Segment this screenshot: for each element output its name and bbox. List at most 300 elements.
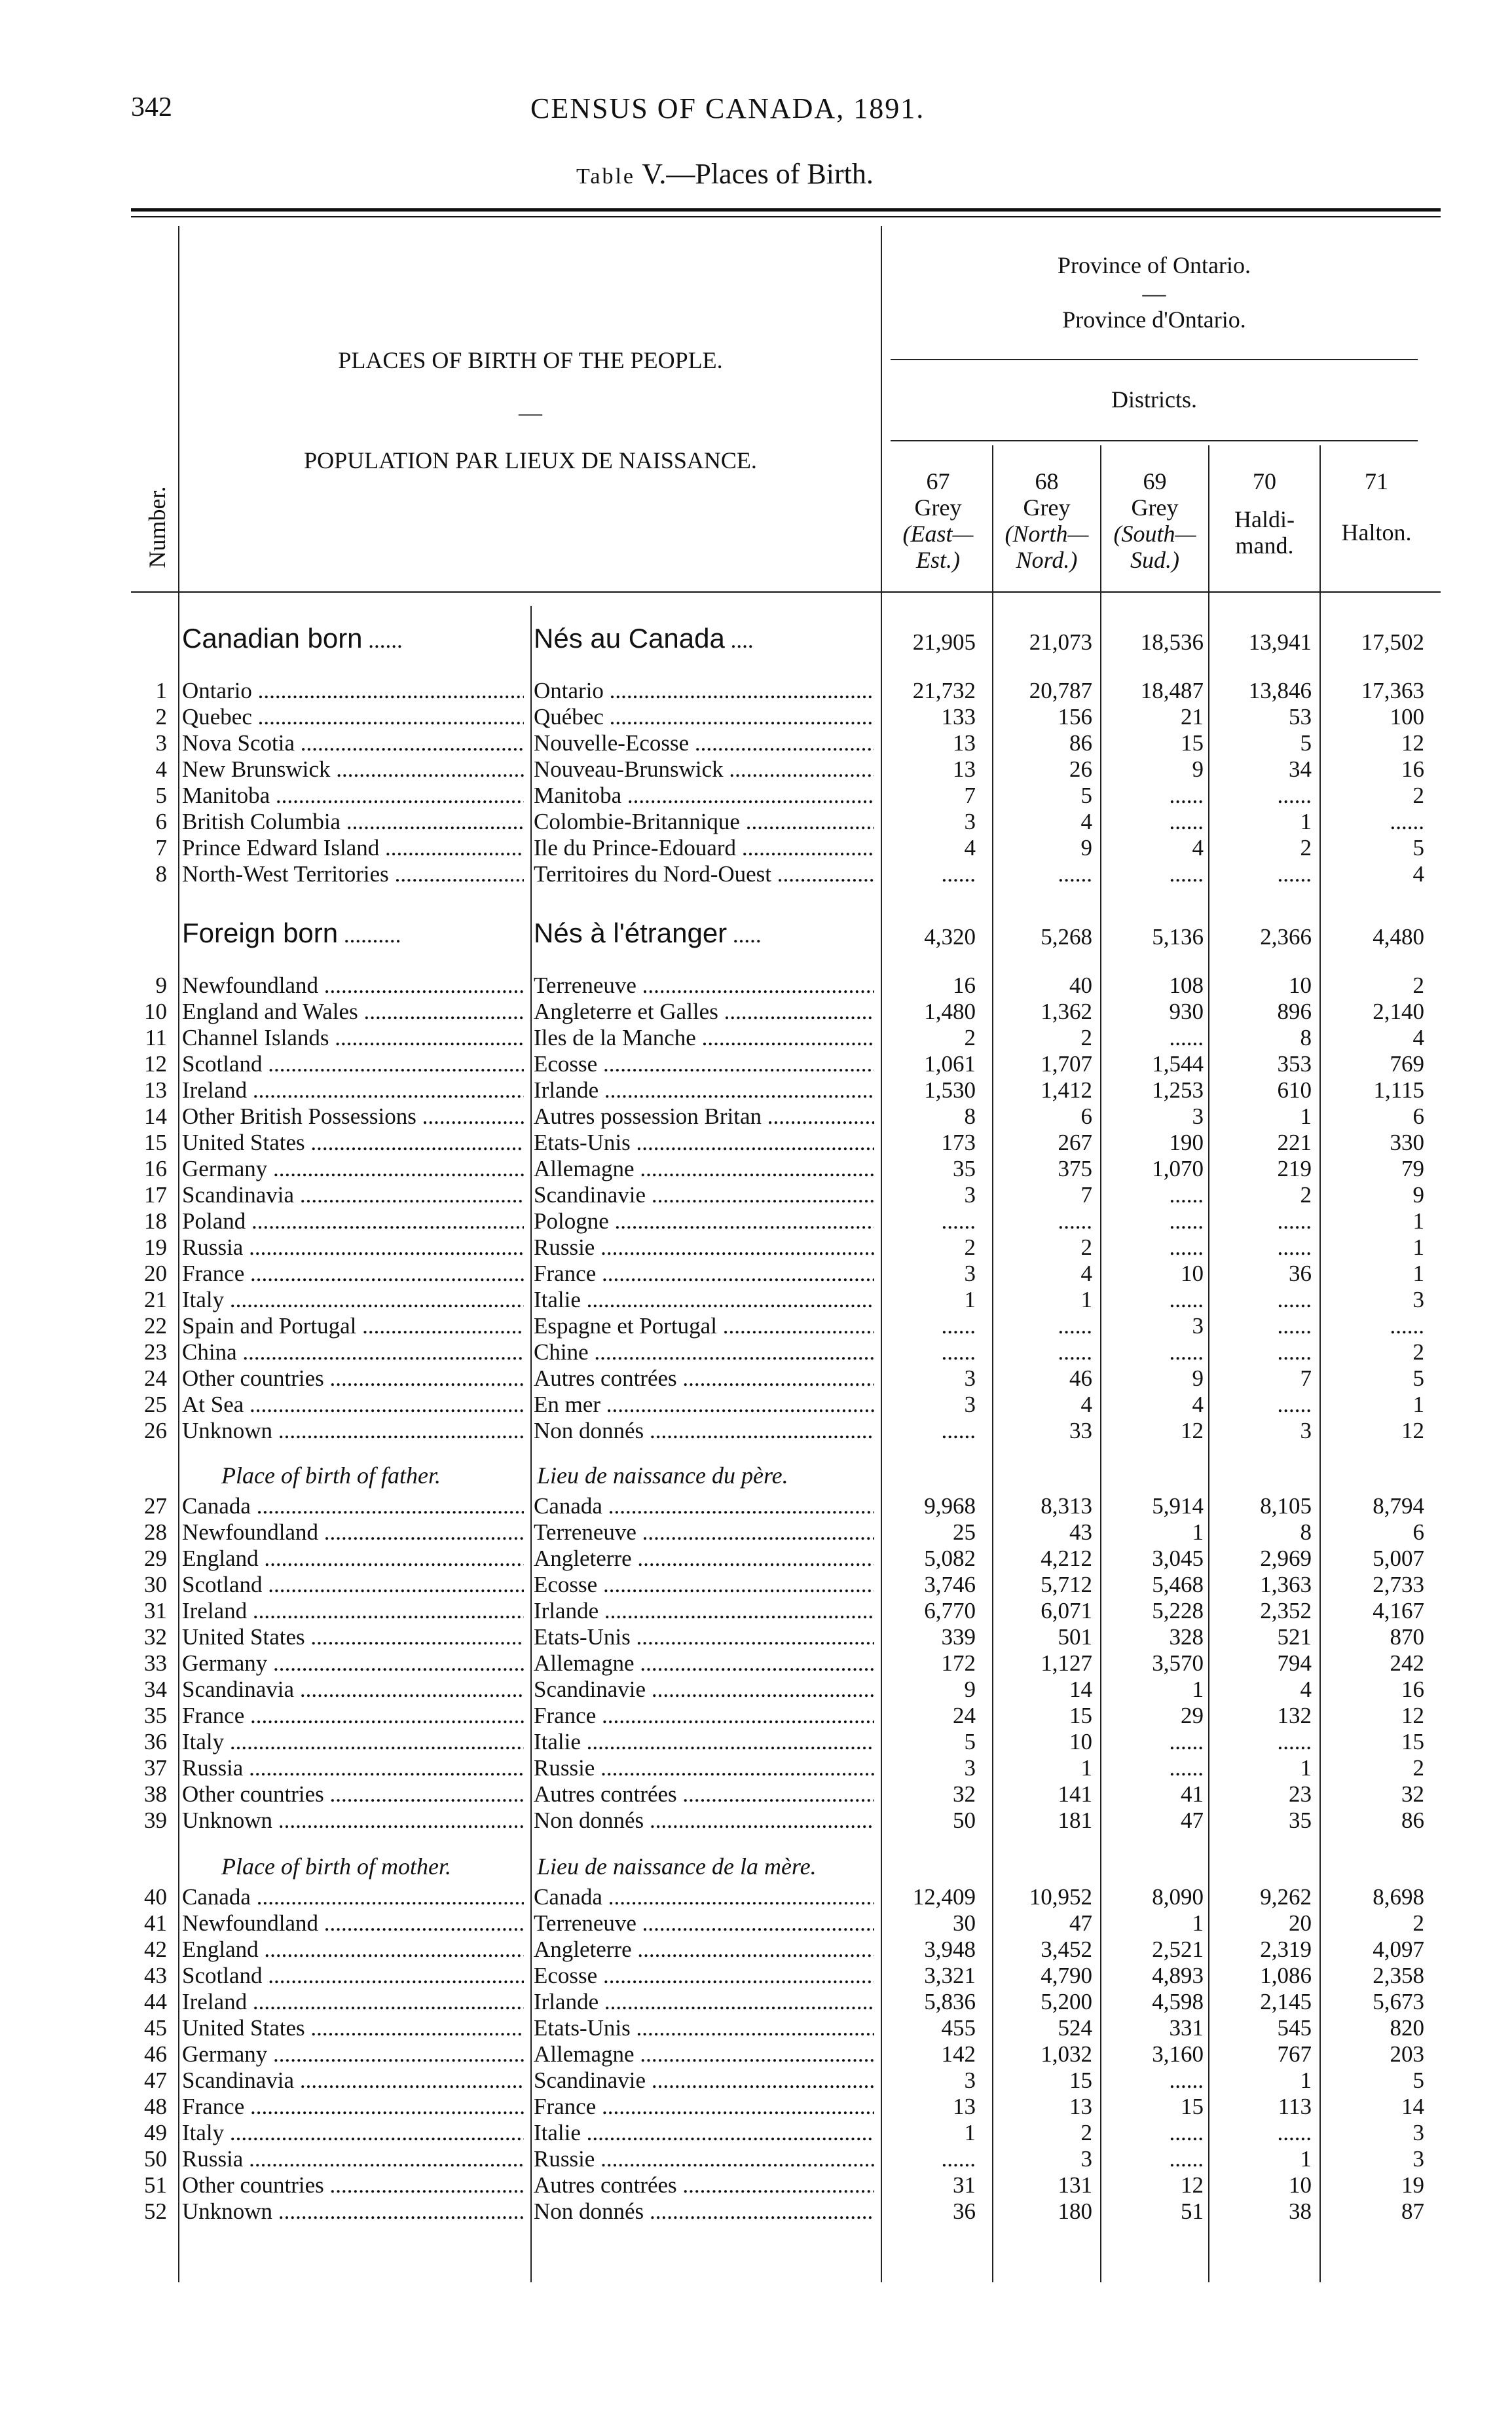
cell-value: 7 — [1080, 1182, 1092, 1208]
col-head-70 — [1209, 468, 1319, 559]
row-number: 42 — [144, 1937, 167, 1962]
place-en: Russia ..... — [182, 2146, 524, 2172]
col-67-name: Grey — [914, 494, 962, 521]
cell-value: 2,521 — [1152, 1937, 1204, 1962]
table-row — [0, 2146, 1512, 2172]
place-fr: Ecosse ..... — [534, 1572, 874, 1598]
place-en: Germany ..... — [182, 1156, 524, 1182]
cell-value: ...... — [1277, 1729, 1312, 1754]
cell-value: 1,530 — [924, 1077, 976, 1103]
cell-value: 32 — [1401, 1781, 1424, 1807]
place-fr: Allemagne ..... — [534, 2041, 874, 2067]
cell-value: 79 — [1401, 1156, 1424, 1181]
cell-value: 47 — [1069, 1910, 1092, 1936]
top-rule-thick — [131, 208, 1441, 212]
place-fr: Angleterre ..... — [534, 1546, 874, 1572]
place-fr: Italie ..... — [534, 1287, 874, 1313]
cell-value: 521 — [1277, 1624, 1312, 1650]
col-head-71 — [1321, 468, 1432, 546]
place-en: Nova Scotia ..... — [182, 730, 524, 756]
place-fr: Iles de la Manche ..... — [534, 1025, 874, 1051]
cell-value: 8,794 — [1373, 1493, 1424, 1519]
cell-value: ...... — [1058, 861, 1092, 887]
table-row — [0, 1103, 1512, 1130]
table-title — [576, 157, 874, 191]
place-fr: Terreneuve ..... — [534, 973, 874, 999]
table-row — [0, 2094, 1512, 2120]
cell-value: 1,362 — [1041, 999, 1092, 1024]
cell-value: 5,468 — [1152, 1572, 1204, 1597]
foreign-born-row — [0, 920, 1512, 953]
cell-value: 769 — [1390, 1051, 1424, 1077]
table-row — [0, 1025, 1512, 1051]
cell-value: 3,045 — [1152, 1546, 1204, 1571]
cell-value: 15 — [1181, 730, 1204, 756]
place-fr: Colombie-Britannique ..... — [534, 809, 874, 835]
place-en: Manitoba ..... — [182, 783, 524, 809]
cell-value: 13 — [953, 756, 976, 782]
foreign-born-fr-text: Nés à l'étranger — [534, 918, 728, 948]
row-number: 52 — [144, 2198, 167, 2224]
row-number: 44 — [144, 1989, 167, 2014]
cell-value: ...... — [1277, 1313, 1312, 1339]
cell-value: 1,061 — [924, 1051, 976, 1077]
foreign-born-en — [182, 920, 401, 948]
cell-value: 9 — [1192, 1365, 1204, 1391]
cell-value: 2 — [1080, 2120, 1092, 2145]
table-row — [0, 1392, 1512, 1418]
cell-value: 12 — [1401, 1418, 1424, 1443]
cell-value: 36 — [1289, 1261, 1312, 1286]
col-71-num: 71 — [1365, 468, 1388, 494]
place-fr: Italie ..... — [534, 2120, 874, 2146]
place-en: Scandinavia ..... — [182, 2067, 524, 2094]
cell-value: 5,007 — [1373, 1546, 1424, 1571]
cell-value: 16 — [1401, 1677, 1424, 1702]
cell-value: 455 — [941, 2015, 976, 2041]
cell-value: 353 — [1277, 1051, 1312, 1077]
cell-value: 5,200 — [1041, 1989, 1092, 2014]
canadian-born-en — [182, 625, 403, 654]
cell-value: 2 — [1412, 1910, 1424, 1936]
place-fr: Non donnés ..... — [534, 2198, 874, 2225]
cell-value: 2 — [1080, 1234, 1092, 1260]
row-number: 24 — [144, 1365, 167, 1391]
col-69-num: 69 — [1143, 468, 1167, 494]
cell-value: 3 — [1192, 1103, 1204, 1129]
place-fr: Chine ..... — [534, 1339, 874, 1365]
cell-value: 4,790 — [1041, 1963, 1092, 1988]
cell-value: 545 — [1277, 2015, 1312, 2041]
place-en: Other countries ..... — [182, 2172, 524, 2198]
districts-rule — [891, 440, 1418, 441]
cell-value: 3,948 — [924, 1937, 976, 1962]
place-fr: Ontario ..... — [534, 678, 874, 704]
cell-value: ...... — [941, 1339, 976, 1365]
cell-value: 5,836 — [924, 1989, 976, 2014]
table-row — [0, 1755, 1512, 1781]
place-fr: France ..... — [534, 1261, 874, 1287]
row-number: 25 — [144, 1392, 167, 1417]
place-fr: Angleterre et Galles ..... — [534, 999, 874, 1025]
table-row — [0, 2015, 1512, 2041]
cell-value: 610 — [1277, 1077, 1312, 1103]
col-67-sub: (East— — [902, 521, 974, 547]
cell-value: 10 — [1181, 1261, 1204, 1286]
col-68-num: 68 — [1035, 468, 1059, 494]
cell-value: 794 — [1277, 1650, 1312, 1676]
row-number: 30 — [144, 1572, 167, 1597]
cell-value: 1 — [1300, 2067, 1312, 2093]
place-fr: Canada ..... — [534, 1884, 874, 1910]
cell-value: 142 — [941, 2041, 976, 2067]
place-en: Scotland ..... — [182, 1963, 524, 1989]
place-en: Prince Edward Island ..... — [182, 835, 524, 861]
cell-value: 35 — [953, 1156, 976, 1181]
place-en: Unknown ..... — [182, 1418, 524, 1444]
cell-value: 86 — [1069, 730, 1092, 756]
cell-value: 3 — [1412, 2146, 1424, 2172]
cell-value: 6 — [1412, 1103, 1424, 1129]
cell-value: 219 — [1277, 1156, 1312, 1181]
place-en: Russia ..... — [182, 1234, 524, 1261]
cell-value: ...... — [1390, 809, 1424, 834]
place-fr: Québec ..... — [534, 704, 874, 730]
col-70-sub: mand. — [1235, 532, 1294, 559]
table-row — [0, 1130, 1512, 1156]
place-en: North-West Territories ..... — [182, 861, 524, 887]
running-title: CENSUS OF CANADA, 1891. — [530, 92, 925, 124]
cell-value: 2 — [1412, 1755, 1424, 1781]
col-68-sub: (North— — [1005, 521, 1089, 547]
cell-value: 1 — [1300, 2146, 1312, 2172]
table-row — [0, 1572, 1512, 1598]
father-heading-fr: Lieu de naissance du père. — [537, 1462, 788, 1489]
cell-value: 896 — [1277, 999, 1312, 1024]
cell-value: 12 — [1401, 1703, 1424, 1728]
cell-value: ...... — [1058, 1208, 1092, 1234]
place-fr: Autres possession Britan ..... — [534, 1103, 874, 1130]
table-row — [0, 1937, 1512, 1963]
cell-value: ...... — [1169, 1287, 1204, 1312]
table-row — [0, 678, 1512, 704]
header-rule — [131, 591, 1441, 593]
place-en: Italy ..... — [182, 2120, 524, 2146]
place-fr: Irlande ..... — [534, 1989, 874, 2015]
cell-value: 820 — [1390, 2015, 1424, 2041]
cell-value: ...... — [1277, 1234, 1312, 1260]
canadian-born-fr-text: Nés au Canada — [534, 623, 725, 654]
cell-value: 20,787 — [1029, 678, 1092, 703]
table-row — [0, 1077, 1512, 1103]
place-en: At Sea ..... — [182, 1392, 524, 1418]
cell-value: 2 — [1412, 1339, 1424, 1365]
row-number: 45 — [144, 2015, 167, 2041]
row-number: 40 — [144, 1884, 167, 1910]
cell-value: ...... — [1277, 1287, 1312, 1312]
cell-value: 10,952 — [1029, 1884, 1092, 1910]
row-number: 38 — [144, 1781, 167, 1807]
row-number: 13 — [144, 1077, 167, 1103]
foreign-born-70: 2,366 — [1260, 924, 1312, 950]
row-number: 35 — [144, 1703, 167, 1728]
cell-value: 2 — [964, 1234, 976, 1260]
cell-value: 8,313 — [1041, 1493, 1092, 1519]
cell-value: 4,598 — [1152, 1989, 1204, 2014]
row-number: 36 — [144, 1729, 167, 1754]
table-row — [0, 1493, 1512, 1519]
place-en: France ..... — [182, 1703, 524, 1729]
cell-value: 4 — [1412, 861, 1424, 887]
table-row — [0, 1156, 1512, 1182]
row-number: 14 — [144, 1103, 167, 1129]
place-fr: Etats-Unis ..... — [534, 2015, 874, 2041]
place-en: Scandinavia ..... — [182, 1182, 524, 1208]
cell-value: 132 — [1277, 1703, 1312, 1728]
place-fr: Terreneuve ..... — [534, 1519, 874, 1546]
col-70-num: 70 — [1253, 468, 1276, 494]
row-number: 27 — [144, 1493, 167, 1519]
cell-value: ...... — [1277, 861, 1312, 887]
place-en: Other countries ..... — [182, 1365, 524, 1392]
row-number: 48 — [144, 2094, 167, 2119]
cell-value: 40 — [1069, 973, 1092, 998]
cell-value: 3,570 — [1152, 1650, 1204, 1676]
cell-value: 2,358 — [1373, 1963, 1424, 1988]
row-number: 15 — [144, 1130, 167, 1155]
cell-value: 32 — [953, 1781, 976, 1807]
place-en: Quebec ..... — [182, 704, 524, 730]
table-row — [0, 1884, 1512, 1910]
cell-value: 1,707 — [1041, 1051, 1092, 1077]
cell-value: 41 — [1181, 1781, 1204, 1807]
canadian-born-67: 21,905 — [912, 629, 976, 655]
mother-heading-en: Place of birth of mother. — [221, 1853, 451, 1880]
place-fr: En mer ..... — [534, 1392, 874, 1418]
place-fr: Italie ..... — [534, 1729, 874, 1755]
cell-value: 1 — [1412, 1392, 1424, 1417]
table-row — [0, 756, 1512, 783]
cell-value: 5,673 — [1373, 1989, 1424, 2014]
place-fr: Russie ..... — [534, 1234, 874, 1261]
col-70-name: Haldi- — [1234, 506, 1295, 532]
place-en: United States ..... — [182, 1624, 524, 1650]
canadian-born-69: 18,536 — [1140, 629, 1204, 655]
col-67-num: 67 — [926, 468, 950, 494]
cell-value: 15 — [1181, 2094, 1204, 2119]
cell-value: 2,140 — [1373, 999, 1424, 1024]
cell-value: 15 — [1401, 1729, 1424, 1754]
cell-value: 2 — [1412, 783, 1424, 808]
place-en: Russia ..... — [182, 1755, 524, 1781]
cell-value: 53 — [1289, 704, 1312, 730]
cell-value: 767 — [1277, 2041, 1312, 2067]
cell-value: 9 — [1412, 1182, 1424, 1208]
dot-leader: .......... — [338, 922, 401, 948]
cell-value: 501 — [1058, 1624, 1092, 1650]
cell-value: 1 — [1080, 1287, 1092, 1312]
cell-value: 19 — [1401, 2172, 1424, 2198]
cell-value: 5 — [1300, 730, 1312, 756]
place-en: Newfoundland ..... — [182, 1910, 524, 1937]
row-number: 37 — [144, 1755, 167, 1781]
cell-value: ...... — [1169, 1755, 1204, 1781]
cell-value: 8,698 — [1373, 1884, 1424, 1910]
cell-value: 2,352 — [1260, 1598, 1312, 1623]
cell-value: 133 — [941, 704, 976, 730]
foreign-born-71: 4,480 — [1373, 924, 1424, 950]
canadian-born-row — [0, 625, 1512, 658]
cell-value: 330 — [1390, 1130, 1424, 1155]
cell-value: 5 — [1412, 835, 1424, 861]
place-en: France ..... — [182, 2094, 524, 2120]
table-row — [0, 1729, 1512, 1755]
place-en: France ..... — [182, 1261, 524, 1287]
cell-value: 1,115 — [1373, 1077, 1424, 1103]
cell-value: 46 — [1069, 1365, 1092, 1391]
col-69-sub2: Sud.) — [1130, 547, 1179, 573]
place-en: Canada ..... — [182, 1493, 524, 1519]
cell-value: 1 — [964, 1287, 976, 1312]
table-row — [0, 1519, 1512, 1546]
cell-value: 13 — [1069, 2094, 1092, 2119]
place-fr: Non donnés ..... — [534, 1418, 874, 1444]
cell-value: 1 — [1192, 1519, 1204, 1545]
row-number: 6 — [155, 809, 167, 834]
place-en: Unknown ..... — [182, 2198, 524, 2225]
row-number: 41 — [144, 1910, 167, 1936]
cell-value: 1,086 — [1260, 1963, 1312, 1988]
cell-value: 8,105 — [1260, 1493, 1312, 1519]
cell-value: 1 — [1412, 1208, 1424, 1234]
cell-value: 9,968 — [924, 1493, 976, 1519]
cell-value: 34 — [1289, 756, 1312, 782]
cell-value: 3 — [1412, 1287, 1424, 1312]
cell-value: 2 — [1300, 1182, 1312, 1208]
cell-value: 3 — [1300, 1418, 1312, 1443]
cell-value: 3,321 — [924, 1963, 976, 1988]
cell-value: 1 — [1300, 809, 1312, 834]
place-en: Ireland ..... — [182, 1989, 524, 2015]
province-en: Province of Ontario. — [1058, 252, 1251, 278]
cell-value: 8 — [1300, 1025, 1312, 1050]
cell-value: 5 — [964, 1729, 976, 1754]
cell-value: 5,712 — [1041, 1572, 1092, 1597]
place-fr: Scandinavie ..... — [534, 1182, 874, 1208]
cell-value: 203 — [1390, 2041, 1424, 2067]
place-en: China ..... — [182, 1339, 524, 1365]
cell-value: 2 — [1080, 1025, 1092, 1050]
cell-value: 1,412 — [1041, 1077, 1092, 1103]
table-row — [0, 973, 1512, 999]
cell-value: 113 — [1278, 2094, 1312, 2119]
cell-value: 2,319 — [1260, 1937, 1312, 1962]
place-fr: Russie ..... — [534, 1755, 874, 1781]
canadian-born-fr — [534, 625, 754, 654]
cell-value: ...... — [1169, 1729, 1204, 1754]
mother-heading-fr: Lieu de naissance de la mère. — [537, 1853, 817, 1880]
row-number: 43 — [144, 1963, 167, 1988]
cell-value: ...... — [1058, 1339, 1092, 1365]
cell-value: 33 — [1069, 1418, 1092, 1443]
table-row — [0, 1287, 1512, 1313]
cell-value: 14 — [1401, 2094, 1424, 2119]
table-row — [0, 1598, 1512, 1624]
cell-value: 3 — [964, 1365, 976, 1391]
row-number: 21 — [144, 1287, 167, 1312]
place-en: Channel Islands ..... — [182, 1025, 524, 1051]
cell-value: ...... — [1277, 1392, 1312, 1417]
place-fr: Nouveau-Brunswick ..... — [534, 756, 874, 783]
place-fr: Allemagne ..... — [534, 1650, 874, 1677]
table-row — [0, 2198, 1512, 2225]
cell-value: ...... — [1169, 2067, 1204, 2093]
col-71-name: Halton. — [1341, 519, 1412, 546]
cell-value: 4 — [1080, 1392, 1092, 1417]
cell-value: 100 — [1390, 704, 1424, 730]
table-row — [0, 1339, 1512, 1365]
cell-value: 339 — [941, 1624, 976, 1650]
row-number: 18 — [144, 1208, 167, 1234]
cell-value: 38 — [1289, 2198, 1312, 2224]
place-fr: Scandinavie ..... — [534, 1677, 874, 1703]
cell-value: 3 — [1192, 1313, 1204, 1339]
place-fr: France ..... — [534, 2094, 874, 2120]
province-rule — [891, 359, 1418, 360]
place-en: Ontario ..... — [182, 678, 524, 704]
table-row — [0, 1418, 1512, 1444]
cell-value: ...... — [941, 1208, 976, 1234]
cell-value: 3 — [964, 1755, 976, 1781]
foreign-born-67: 4,320 — [924, 924, 976, 950]
table-row — [0, 730, 1512, 756]
cell-value: 35 — [1289, 1808, 1312, 1833]
cell-value: 930 — [1169, 999, 1204, 1024]
table-row — [0, 1650, 1512, 1677]
table-row — [0, 1546, 1512, 1572]
place-en: Other countries ..... — [182, 1781, 524, 1808]
table-row — [0, 1624, 1512, 1650]
cell-value: 331 — [1169, 2015, 1204, 2041]
cell-value: ...... — [941, 861, 976, 887]
col-69-name: Grey — [1131, 494, 1179, 521]
place-fr: Autres contrées ..... — [534, 2172, 874, 2198]
place-fr: Espagne et Portugal ..... — [534, 1313, 874, 1339]
page-number: 342 — [131, 92, 172, 122]
row-number: 33 — [144, 1650, 167, 1676]
table-row — [0, 1703, 1512, 1729]
row-number: 31 — [144, 1598, 167, 1623]
row-number: 51 — [144, 2172, 167, 2198]
cell-value: 47 — [1181, 1808, 1204, 1833]
cell-value: ...... — [1169, 861, 1204, 887]
col-68-name: Grey — [1023, 494, 1071, 521]
cell-value: 8 — [964, 1103, 976, 1129]
cell-value: 3,746 — [924, 1572, 976, 1597]
cell-value: 3,160 — [1152, 2041, 1204, 2067]
row-number: 8 — [155, 861, 167, 887]
dot-leader: ..... — [727, 922, 762, 948]
table-row — [0, 2067, 1512, 2094]
cell-value: 1 — [1412, 1234, 1424, 1260]
cell-value: 7 — [964, 783, 976, 808]
cell-value: 5 — [1080, 783, 1092, 808]
place-en: Scotland ..... — [182, 1572, 524, 1598]
cell-value: 173 — [941, 1130, 976, 1155]
cell-value: 10 — [1289, 2172, 1312, 2198]
cell-value: 4 — [964, 835, 976, 861]
cell-value: 29 — [1181, 1703, 1204, 1728]
